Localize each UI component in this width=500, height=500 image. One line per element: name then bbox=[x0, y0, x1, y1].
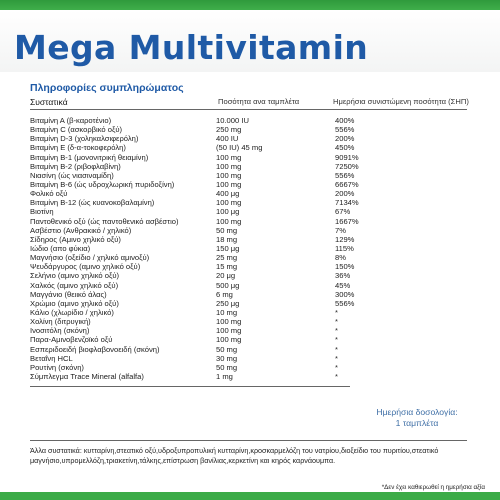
ingredient-name: Βιταμίνη Α (β-καροτένιο) bbox=[30, 116, 112, 125]
column-header-amount: Ποσότητα ανα ταμπλέτα bbox=[218, 97, 300, 106]
ingredient-dv: 150% bbox=[335, 262, 355, 272]
ingredient-name: Ασβέστιο (Ανθρακικό / χηλικό) bbox=[30, 225, 132, 235]
ingredient-dv: 67% bbox=[335, 207, 351, 217]
ingredient-row bbox=[30, 153, 467, 162]
ingredient-amount: 100 mg bbox=[216, 216, 242, 226]
ingredient-amount: 25 mg bbox=[216, 253, 238, 263]
ingredient-amount: 50 mg bbox=[216, 362, 238, 372]
ingredient-name: Παρα-Αμινοβενζοϊκό οξύ bbox=[30, 335, 113, 345]
ingredient-amount: 20 μg bbox=[216, 271, 236, 281]
ingredient-row bbox=[30, 125, 467, 134]
section-title: Πληροφορίες συμπληρώματος bbox=[30, 82, 184, 94]
ingredient-dv: * bbox=[335, 353, 338, 363]
ingredient-amount: 400 IU bbox=[216, 134, 239, 144]
ingredient-dv: 1667% bbox=[335, 216, 359, 226]
ingredient-dv: 129% bbox=[335, 234, 355, 244]
ingredient-dv: 8% bbox=[335, 253, 346, 263]
ingredient-row bbox=[30, 326, 467, 335]
ingredient-name: Ιώδιο (απο φύκια) bbox=[30, 243, 91, 253]
ingredient-row bbox=[30, 162, 467, 171]
ingredient-row bbox=[30, 372, 467, 381]
ingredient-name: Κάλιο (χλωρίδιο / χηλικό) bbox=[30, 307, 114, 317]
ingredient-dv: 7250% bbox=[335, 161, 359, 171]
ingredient-row bbox=[30, 226, 467, 235]
table-bottom-rule bbox=[30, 386, 350, 387]
ingredient-amount: 100 mg bbox=[216, 335, 242, 345]
ingredient-row bbox=[30, 207, 467, 216]
ingredient-dv: * bbox=[335, 317, 338, 327]
ingredient-name: Ινοσιτόλη (σκόνη) bbox=[30, 326, 90, 336]
ingredient-amount: 50 mg bbox=[216, 225, 238, 235]
ingredient-name: Βιταμίνη Β-12 (ώς κυανοκοβαλαμίνη) bbox=[30, 198, 155, 208]
ingredient-dv: 200% bbox=[335, 134, 355, 144]
dosage-value: 1 ταμπλέτα bbox=[395, 418, 439, 428]
ingredient-amount: 250 mg bbox=[216, 125, 242, 135]
ingredient-amount: 50 mg bbox=[216, 344, 238, 354]
ingredient-dv: 6667% bbox=[335, 179, 359, 189]
ingredient-amount: 150 μg bbox=[216, 243, 240, 253]
ingredient-amount: 100 mg bbox=[216, 198, 242, 208]
ingredient-name: Βιταμίνη Β-1 (μονονιτρική θειαμίνη) bbox=[30, 152, 149, 162]
ingredient-name: Εσπεριδοειδή βιοφλαβονοειδή (σκόνη) bbox=[30, 344, 160, 354]
ingredient-amount: 100 mg bbox=[216, 152, 242, 162]
column-header-ingredients: Συστατικά bbox=[30, 97, 68, 107]
daily-dosage-note bbox=[352, 407, 482, 429]
ingredient-amount: 15 mg bbox=[216, 262, 238, 272]
ingredient-row bbox=[30, 262, 467, 271]
ingredient-list bbox=[30, 116, 467, 381]
ingredient-dv: * bbox=[335, 371, 338, 381]
ingredient-dv: 450% bbox=[335, 143, 355, 153]
ingredient-dv: * bbox=[335, 362, 338, 372]
ingredient-name: Ψευδάργυρος (αμινο χηλικό οξύ) bbox=[30, 262, 141, 272]
ingredient-row bbox=[30, 317, 467, 326]
ingredient-amount: 100 mg bbox=[216, 326, 242, 336]
ingredient-name: Βιταμίνη Β-6 (ώς υδροχλωρική πυριδοξίνη) bbox=[30, 179, 175, 189]
ingredient-name: Μαγνήσιο (οξείδιο / χηλικό αμινοξύ) bbox=[30, 253, 150, 263]
ingredient-row bbox=[30, 244, 467, 253]
ingredient-amount: 400 μg bbox=[216, 189, 240, 199]
ingredient-amount: 100 mg bbox=[216, 170, 242, 180]
ingredient-name: Παντοθενικό οξύ (ώς παντοθενικό ασβέστιο) bbox=[30, 216, 179, 226]
footnote-text: *Δεν έχει καθιερωθεί η ημερήσια αξία bbox=[381, 484, 485, 491]
ingredient-amount: 6 mg bbox=[216, 289, 233, 299]
bottom-green-band bbox=[0, 492, 500, 500]
ingredient-name: Χολίνη (διτρυγική) bbox=[30, 317, 91, 327]
ingredient-amount: (50 IU) 45 mg bbox=[216, 143, 263, 153]
ingredient-row bbox=[30, 345, 467, 354]
ingredient-row bbox=[30, 363, 467, 372]
ingredient-row bbox=[30, 143, 467, 152]
ingredient-amount: 100 mg bbox=[216, 317, 242, 327]
ingredient-name: Σύμπλεγμα Trace Mineral (alfalfa) bbox=[30, 371, 144, 381]
ingredient-name: Βιταμίνη Ε (δ-α-τοκοφερόλη) bbox=[30, 143, 126, 153]
ingredient-row bbox=[30, 116, 467, 125]
ingredient-dv: * bbox=[335, 344, 338, 354]
ingredient-name: Βεταΐνη HCL bbox=[30, 353, 73, 363]
ingredient-name: Ρουτίνη (σκόνη) bbox=[30, 362, 84, 372]
top-green-band bbox=[0, 0, 500, 10]
ingredient-dv: * bbox=[335, 335, 338, 345]
ingredient-amount: 1 mg bbox=[216, 371, 233, 381]
other-ingredients-text: Άλλα συστατικά: κυτταρίνη,στεατικό οξύ,υδροξυπροπυλική κυτταρίνη,κροσκαρμελόζη του νατρίου,διοξείδιο του πυριτίου,στεατικό μαγνήσιο,υπρομελλόζη,τριακετίνη,τάλκης,επίστρωση βανίλιας,κερκετίνη και κηρός καρνάουμπα. bbox=[30, 446, 439, 465]
ingredient-row bbox=[30, 308, 467, 317]
ingredient-dv: 556% bbox=[335, 125, 355, 135]
ingredient-dv: 36% bbox=[335, 271, 351, 281]
other-ingredients-rule bbox=[30, 440, 467, 441]
ingredient-name: Βιοτίνη bbox=[30, 207, 54, 217]
ingredient-dv: * bbox=[335, 326, 338, 336]
ingredient-dv: 115% bbox=[335, 243, 354, 253]
ingredient-row bbox=[30, 235, 467, 244]
ingredient-row bbox=[30, 281, 467, 290]
ingredient-dv: 9091% bbox=[335, 152, 359, 162]
ingredient-amount: 100 mg bbox=[216, 161, 242, 171]
ingredient-dv: 7134% bbox=[335, 198, 359, 208]
ingredient-dv: 45% bbox=[335, 280, 351, 290]
ingredient-dv: 200% bbox=[335, 189, 355, 199]
ingredient-row bbox=[30, 253, 467, 262]
ingredient-dv: 400% bbox=[335, 116, 355, 125]
ingredient-row bbox=[30, 299, 467, 308]
ingredient-row bbox=[30, 171, 467, 180]
ingredient-amount: 18 mg bbox=[216, 234, 238, 244]
ingredient-amount: 10.000 IU bbox=[216, 116, 249, 125]
ingredient-dv: 556% bbox=[335, 298, 355, 308]
ingredient-name: Σίδηρος (Αμινο χηλικό οξύ) bbox=[30, 234, 121, 244]
ingredient-name: Βιταμίνη Β-2 (ριβοφλαβίνη) bbox=[30, 161, 121, 171]
ingredient-name: Βιταμίνη C (ασκορβικό οξύ) bbox=[30, 125, 123, 135]
ingredient-amount: 30 mg bbox=[216, 353, 238, 363]
ingredient-row bbox=[30, 217, 467, 226]
ingredient-row bbox=[30, 354, 467, 363]
product-title: Mega Multivitamin bbox=[14, 28, 369, 67]
header-band bbox=[0, 10, 500, 72]
column-header-daily-value: Ημερήσια συνιστώμενη ποσότητα (ΣΗΠ) bbox=[333, 97, 469, 106]
ingredient-amount: 500 μg bbox=[216, 280, 240, 290]
ingredient-dv: * bbox=[335, 307, 338, 317]
ingredient-row bbox=[30, 189, 467, 198]
ingredient-dv: 7% bbox=[335, 225, 346, 235]
header-rule bbox=[30, 109, 467, 110]
ingredient-row bbox=[30, 290, 467, 299]
ingredient-dv: 300% bbox=[335, 289, 355, 299]
ingredient-row bbox=[30, 134, 467, 143]
ingredient-name: Χαλκός (αμινο χηλικό οξύ) bbox=[30, 280, 119, 290]
ingredient-row bbox=[30, 180, 467, 189]
ingredient-row bbox=[30, 271, 467, 280]
ingredient-amount: 100 μg bbox=[216, 207, 240, 217]
dosage-label: Ημερήσια δοσολογία: bbox=[376, 407, 458, 417]
ingredient-name: Μαγγάνιο (θειικό άλας) bbox=[30, 289, 107, 299]
ingredient-row bbox=[30, 335, 467, 344]
ingredient-name: Βιταμίνη D-3 (χοληκαλσιφερόλη) bbox=[30, 134, 139, 144]
ingredient-amount: 100 mg bbox=[216, 179, 242, 189]
ingredient-name: Χρώμιο (αμινο χηλικό οξύ) bbox=[30, 298, 119, 308]
ingredient-row bbox=[30, 198, 467, 207]
ingredient-name: Φολικό οξύ bbox=[30, 189, 68, 199]
ingredient-name: Νιασίνη (ώς νιασιναμίδη) bbox=[30, 170, 114, 180]
ingredient-amount: 10 mg bbox=[216, 307, 238, 317]
ingredient-amount: 250 μg bbox=[216, 298, 240, 308]
ingredient-name: Σελήνιο (αμινο χηλικό οξύ) bbox=[30, 271, 120, 281]
ingredient-dv: 556% bbox=[335, 170, 355, 180]
